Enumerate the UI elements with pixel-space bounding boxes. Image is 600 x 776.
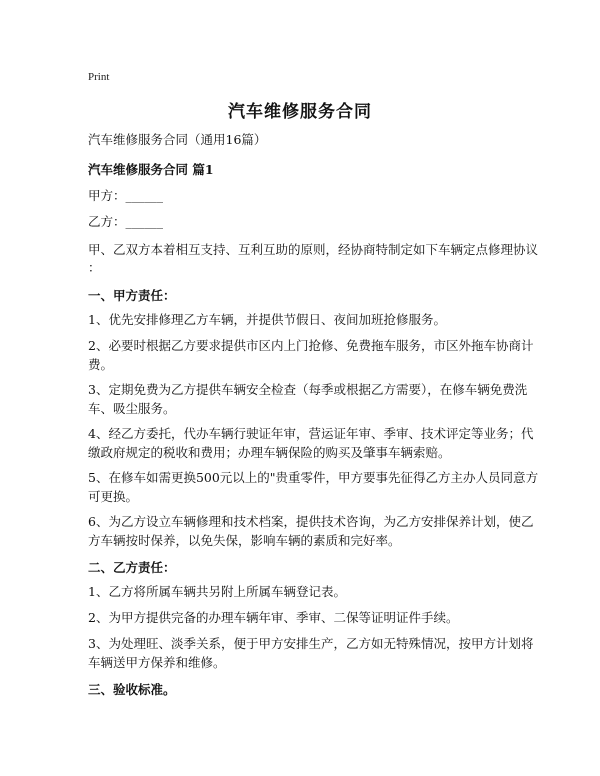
print-label[interactable]: Print bbox=[88, 71, 110, 83]
heading-party-a-duties: 一、甲方责任： bbox=[88, 288, 176, 303]
party-a-line: 甲方：______ bbox=[88, 188, 164, 203]
clause-b1: 1、乙方将所属车辆共另附上所属车辆登记表。 bbox=[88, 584, 346, 599]
section-title: 汽车维修服务合同 篇1 bbox=[88, 162, 214, 177]
clause-a6-line-1: 6、为乙方设立车辆修理和技术档案，提供技术咨询，为乙方安排保养计划，使乙 bbox=[88, 514, 534, 529]
intro-paragraph-line-1: 甲、乙双方本着相互支持、互利互助的原则，经协商特制定如下车辆定点修理协议 bbox=[88, 242, 539, 257]
clause-a2-line-1: 2、必要时根据乙方要求提供市区内上门抢修、免费拖车服务，市区外拖车协商计 bbox=[88, 338, 534, 353]
document-subtitle: 汽车维修服务合同（通用16篇） bbox=[88, 132, 267, 147]
heading-party-b-duties: 二、乙方责任： bbox=[88, 560, 176, 575]
clause-a3-line-2: 车、吸尘服务。 bbox=[88, 401, 176, 416]
heading-acceptance-standard: 三、验收标准。 bbox=[88, 682, 176, 697]
party-b-line: 乙方：______ bbox=[88, 214, 164, 229]
clause-a4-line-2: 缴政府规定的税收和费用；办理车辆保险的购买及肇事车辆索赔。 bbox=[88, 445, 451, 460]
clause-a3-line-1: 3、定期免费为乙方提供车辆安全检查（每季或根据乙方需要），在修车辆免费洗 bbox=[88, 382, 528, 397]
clause-a2-line-2: 费。 bbox=[88, 357, 114, 372]
clause-a4-line-1: 4、经乙方委托，代办车辆行驶证年审，营运证年审、季审、技术评定等业务；代 bbox=[88, 426, 534, 441]
clause-a5-line-1: 5、在修车如需更换500元以上的"贵重零件，甲方要事先征得乙方主办人员同意方 bbox=[88, 470, 539, 485]
clause-b3-line-1: 3、为处理旺、淡季关系，便于甲方安排生产，乙方如无特殊情况，按甲方计划将 bbox=[88, 636, 534, 651]
document-title: 汽车维修服务合同 bbox=[228, 102, 372, 122]
intro-paragraph-line-2: ： bbox=[88, 260, 101, 275]
clause-b2: 2、为甲方提供完备的办理车辆年审、季审、二保等证明证件手续。 bbox=[88, 610, 459, 625]
clause-a5-line-2: 可更换。 bbox=[88, 489, 139, 504]
clause-b3-line-2: 车辆送甲方保养和维修。 bbox=[88, 655, 226, 670]
clause-a1: 1、优先安排修理乙方车辆，并提供节假日、夜间加班抢修服务。 bbox=[88, 312, 446, 327]
clause-a6-line-2: 方车辆按时保养，以免失保，影响车辆的素质和完好率。 bbox=[88, 533, 401, 548]
